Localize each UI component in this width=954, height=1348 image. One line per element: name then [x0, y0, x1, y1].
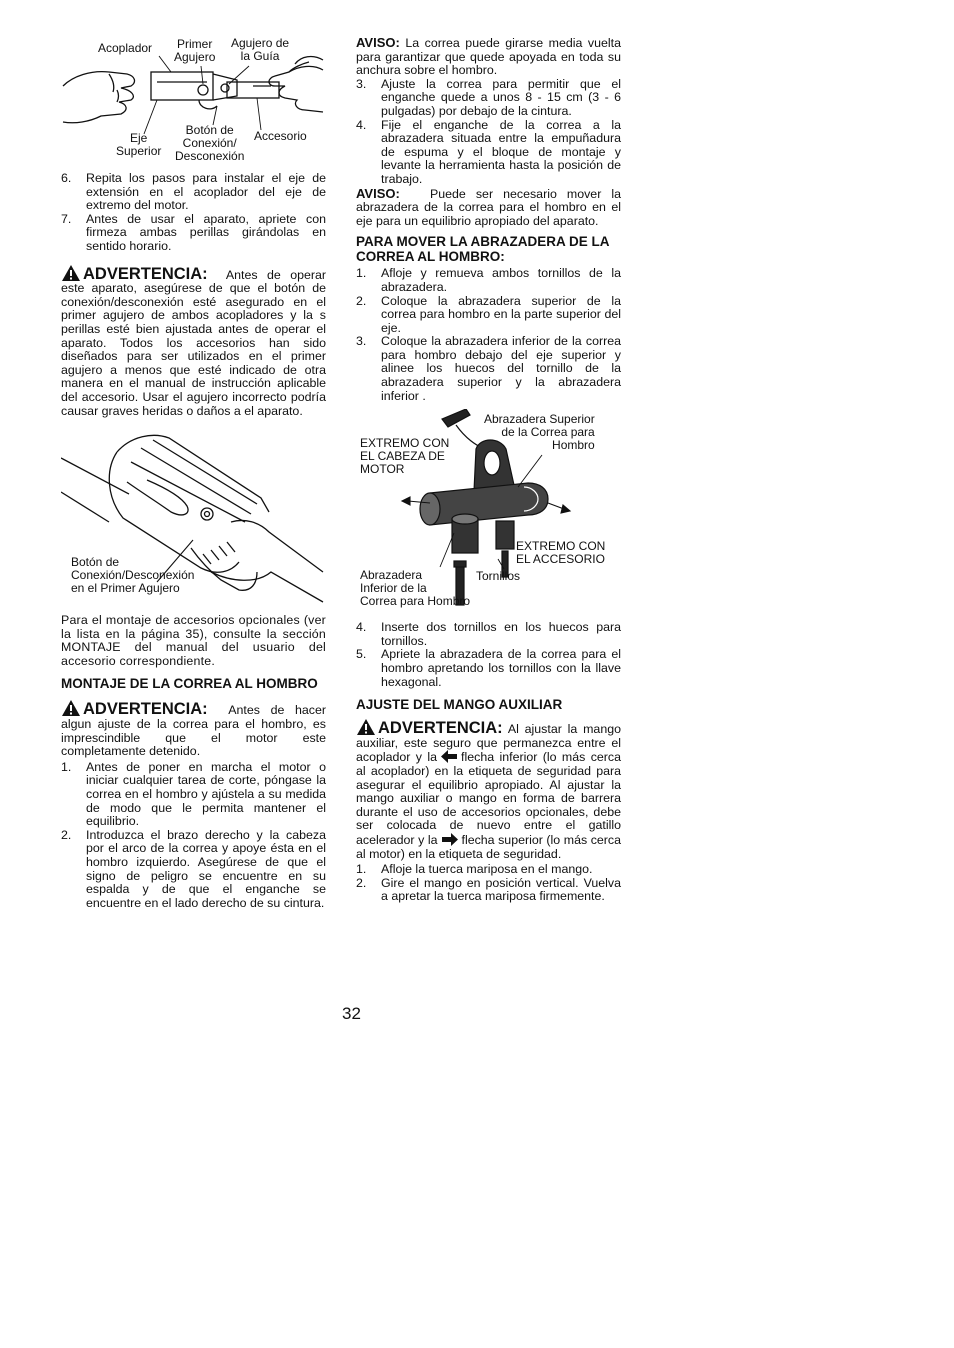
- list-item: 2. Coloque la abrazadera superior de la correa para hombro en la parte superior del eje.: [356, 293, 621, 335]
- list-item: 3. Ajuste la correa para permitir que el enganche quede a unos 8 - 15 cm (3 - 6 pulgadas) por debajo de la cintura.: [356, 76, 621, 118]
- label-abrazadera-superior: Abrazadera Superior de la Correa para Hombro: [484, 412, 595, 453]
- list-item: 3. Coloque la abrazadera inferior de la correa para hombro debajo del eje superior y alinee los huecos del tornillo de la abrazadera superior y la abrazadera inferior .: [356, 334, 621, 403]
- list-item: 1. Antes de poner en marcha el motor o iniciar cualquier tarea de corte, póngase la correa en el hombro y ajústela a su medida de modo que le permita mantener el equilibrio.: [61, 759, 326, 829]
- warning-block-2: [61, 699, 326, 758]
- warning-text-2: flecha inferior (lo más cerca al acoplador) en la etiqueta de seguridad para asegurar el equilibrio apropiado. Al ajustar la mango auxiliar o mango en forma de barrera durante el uso de accesorios opcionales, debe ser colocada de nuevo entre el gatillo acelerador y la: [356, 750, 621, 847]
- warning-title: ADVERTENCIA:: [83, 700, 208, 719]
- warning-text: Antes de operar este aparato, asegúrese de que el botón de conexión/desconexión esté asegurado en el primer agujero de ambos acopladores y la s perillas esté bien ajustada antes de operar el aparato. Todos los accesorios han sido diseñados para ser utilizados en el primer agujero a menos que esté indicado de otra manera en el manual de instrucción aplicable del accesorio. Usar el agujero incorrecto podría causar graves heridas o daños a el aparato.: [61, 267, 327, 418]
- section-heading-mover: PARA MOVER LA ABRAZADERA DE LA CORREA AL HOMBRO:: [356, 234, 609, 265]
- aviso-block-1: [356, 36, 621, 78]
- strap-clamp-figure: [356, 409, 621, 621]
- aviso-title: AVISO:: [356, 35, 400, 50]
- label-agujero-guia: Agujero de la Guía: [231, 36, 290, 63]
- steps-list-b: [61, 761, 326, 911]
- label-abrazadera-inferior: Abrazadera Inferior de la Correa para Hombro: [360, 568, 471, 609]
- warning-title: ADVERTENCIA:: [83, 264, 208, 283]
- aviso-text: Puede ser necesario mover la abrazadera de la correa para el hombro en el eje para un equilibrio apropiado del aparato.: [356, 186, 622, 228]
- warning-block-1: [61, 264, 326, 419]
- warning-text-1: Al ajustar la mango auxiliar, este seguro que permanezca entre el acoplador y la: [356, 722, 621, 765]
- steps-list-e: [356, 621, 621, 689]
- aviso-text: La correa puede girarse media vuelta para garantizar que quede apoyada en toda su anchura sobre el hombro.: [356, 36, 621, 78]
- coupler-figure: [61, 30, 326, 170]
- accessories-paragraph: Para el montaje de accesorios opcionales (ver la lista en la página 35), consulte la sección MONTAJE del manual del usuario del accesorio correspondiente.: [61, 613, 326, 668]
- warning-text: Antes de hacer algun ajuste de la correa para el hombro, es imprescindible que el motor este completamente detenido.: [61, 703, 326, 759]
- left-arrow-icon: [441, 750, 457, 763]
- label-boton-primer-agujero: Botón de Conexión/Desconexión en el Primer Agujero: [71, 555, 195, 596]
- aviso-block-2: [356, 187, 621, 229]
- list-item: 4. Inserte dos tornillos en los huecos para tornillos.: [356, 620, 621, 648]
- list-item: 1. Afloje y remueva ambos tornillos de la abrazadera.: [356, 266, 621, 294]
- warning-block-3: [356, 718, 621, 861]
- warning-triangle-icon: [61, 264, 81, 282]
- section-heading-mango: AJUSTE DEL MANGO AUXILIAR: [356, 697, 563, 713]
- steps-list-f: [356, 863, 621, 904]
- left-column: [61, 30, 326, 910]
- steps-list-d: [356, 267, 621, 403]
- list-item: 4. Fije el enganche de la correa a la abrazadera situada entre la empuñadura de espuma y el bloque de montaje y levante la herramienta hasta la posición de trabajo.: [356, 117, 621, 186]
- list-item: 2. Introduzca el brazo derecho y la cabeza por el arco de la correa y apoye ésta en el hombro izquierdo. Asegúrese de que el signo de peligro se encuentre en su espalda y de que el enganche se encuentre en el lado derecho de su cintura.: [61, 827, 326, 910]
- right-column: [356, 36, 621, 904]
- warning-triangle-icon: [356, 718, 376, 736]
- label-eje-superior: Eje Superior: [116, 131, 162, 158]
- label-tornillos: Tornillos: [476, 569, 521, 584]
- list-item: 6. Repita los pasos para instalar el eje de extensión en el acoplador del eje de extremo del motor.: [61, 171, 326, 213]
- warning-title: ADVERTENCIA:: [378, 719, 503, 738]
- steps-list-a: [61, 172, 326, 254]
- section-heading-montaje: MONTAJE DE LA CORREA AL HOMBRO: [61, 676, 318, 692]
- list-item: 5. Apriete la abrazadera de la correa para el hombro apretando los tornillos con la llave hexagonal.: [356, 647, 621, 689]
- list-item: 1. Afloje la tuerca mariposa en el mango.: [356, 862, 593, 877]
- label-accesorio: Accesorio: [254, 129, 307, 143]
- right-arrow-icon: [442, 833, 458, 846]
- label-extremo-motor: EXTREMO CON EL CABEZA DE MOTOR: [360, 436, 450, 477]
- label-acoplador: Acoplador: [98, 41, 153, 55]
- warning-text-3: flecha superior (lo más cerca al motor) en la etiqueta de seguridad.: [356, 832, 622, 861]
- label-extremo-accesorio: EXTREMO CON EL ACCESORIO: [516, 539, 606, 567]
- page-number: 32: [342, 1004, 361, 1023]
- label-primer-agujero: Primer Agujero: [174, 37, 216, 64]
- label-boton-conexion: Botón de Conexión/ Desconexión: [175, 123, 245, 163]
- steps-list-c: [356, 78, 621, 187]
- warning-triangle-icon: [61, 699, 81, 717]
- button-figure: [61, 422, 326, 612]
- list-item: 7. Antes de usar el aparato, apriete con firmeza ambas perillas girándolas en sentido horario.: [61, 211, 326, 253]
- aviso-title: AVISO:: [356, 185, 400, 201]
- list-item: 2. Gire el mango en posición vertical. Vuelva a apretar la tuerca mariposa firmemente.: [356, 875, 621, 904]
